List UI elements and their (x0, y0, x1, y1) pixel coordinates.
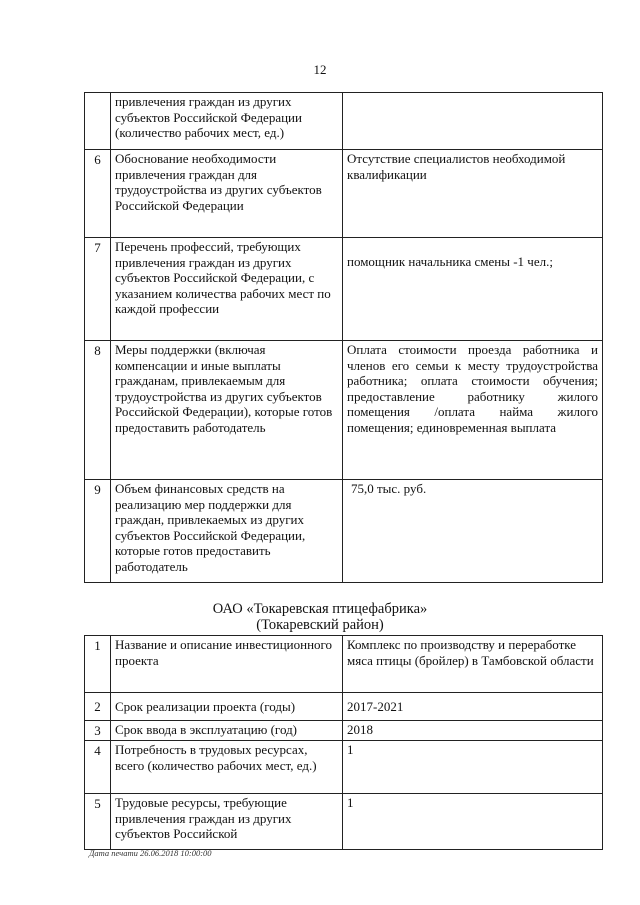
table-row (85, 341, 603, 480)
row-label: Срок реализации проекта (годы) (111, 693, 343, 721)
row-number: 6 (85, 150, 111, 238)
row-label: Потребность в трудовых ресурсах, всего (количество рабочих мест, ед.) (111, 741, 343, 794)
table-row (85, 636, 603, 693)
table-row (85, 741, 603, 794)
row-value: Отсутствие специалистов необходимой квалификации (343, 150, 603, 238)
row-number: 8 (85, 341, 111, 480)
row-label: Меры поддержки (включая компенсации и иные выплаты гражданам, привлекаемым для трудоустройства из других субъектов Российской Федерации), которые готов предоставить работодатель (111, 341, 343, 480)
table-row (85, 480, 603, 583)
row-value: 1 (343, 794, 603, 850)
row-number: 9 (85, 480, 111, 583)
table-row (85, 721, 603, 741)
row-value (343, 93, 603, 150)
company-name: ОАО «Токаревская птицефабрика» (212, 601, 428, 617)
row-label: Трудовые ресурсы, требующие привлечения граждан из других субъектов Российской (111, 794, 343, 850)
print-date-footer: Дата печати 26.06.2018 10:00:00 (89, 848, 212, 858)
table-row (85, 693, 603, 721)
row-value: 1 (343, 741, 603, 794)
company-district: (Токаревский район) (256, 617, 384, 633)
table-row (85, 93, 603, 150)
row-number: 3 (85, 721, 111, 741)
row-value: 2017-2021 (343, 693, 603, 721)
table-row (85, 794, 603, 850)
row-label: Название и описание инвестиционного проекта (111, 636, 343, 693)
row-label: привлечения граждан из других субъектов Российской Федерации (количество рабочих мест, ед.) (111, 93, 343, 150)
table-row (85, 238, 603, 341)
row-number: 2 (85, 693, 111, 721)
row-number: 1 (85, 636, 111, 693)
vacancy-details-table (84, 92, 603, 583)
table-row (85, 150, 603, 238)
row-value: Оплата стоимости проезда работника и членов его семьи к месту трудоустройства работника; оплата стоимости обучения; предоставление работнику жилого помещения /оплата найма жилого помещения; единовременная выплата (343, 341, 603, 480)
row-label: Объем финансовых средств на реализацию мер поддержки для граждан, привлекаемых из других субъектов Российской Федерации, которые готов предоставить работодатель (111, 480, 343, 583)
row-label: Обоснование необходимости привлечения граждан для трудоустройства из других субъектов Российской Федерации (111, 150, 343, 238)
row-value: Комплекс по производству и переработке мяса птицы (бройлер) в Тамбовской области (343, 636, 603, 693)
investment-project-table (84, 635, 603, 850)
row-number: 4 (85, 741, 111, 794)
row-label: Срок ввода в эксплуатацию (год) (111, 721, 343, 741)
row-number: 5 (85, 794, 111, 850)
row-value: 2018 (343, 721, 603, 741)
page-number: 12 (313, 62, 327, 77)
row-number: 7 (85, 238, 111, 341)
row-label: Перечень профессий, требующих привлечения граждан из других субъектов Российской Федерации, с указанием количества рабочих мест по каждой профессии (111, 238, 343, 341)
row-number (85, 93, 111, 150)
row-value: 75,0 тыс. руб. (343, 480, 603, 583)
row-value: помощник начальника смены -1 чел.; (343, 238, 603, 341)
